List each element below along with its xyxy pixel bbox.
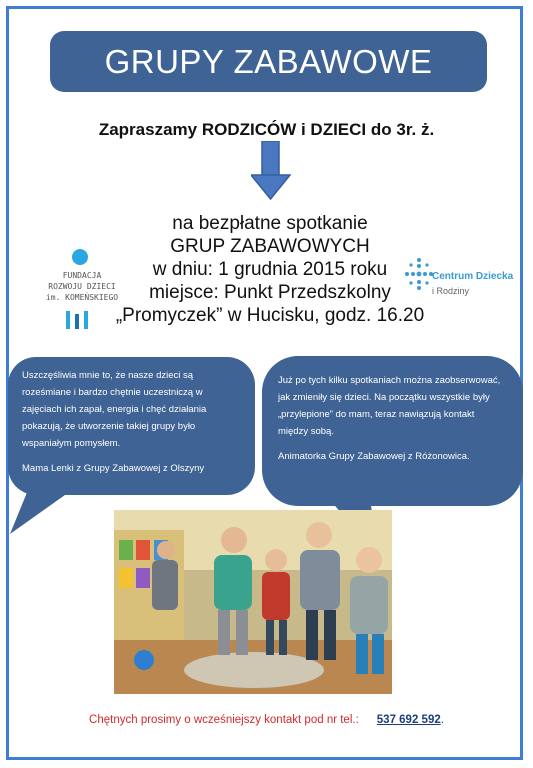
details-place: miejsce: Punkt Przedszkolny <box>149 282 391 303</box>
details-line: GRUP ZABAWOWYCH <box>170 236 370 257</box>
logo-right-line: i Rodziny <box>432 286 470 296</box>
details-line: na bezpłatne spotkanie <box>172 213 368 234</box>
phone-number-link[interactable]: 537 692 592 <box>376 714 441 726</box>
speech-tail-left <box>10 490 80 536</box>
logo-left-line: FUNDACJA <box>62 271 102 280</box>
fundacja-logo <box>42 248 122 338</box>
centrum-logo <box>402 256 528 304</box>
quote-author: Animatorka Grupy Zabawowej z Różonowica. <box>278 451 470 462</box>
star-cluster-icon <box>402 256 436 294</box>
quote-author: Mama Lenki z Grupy Zabawowej z Olszyny <box>22 463 205 474</box>
children-playing-photo <box>114 510 392 694</box>
logo-right-line: Centrum Dziecka <box>432 271 514 282</box>
contact-suffix: . <box>440 714 444 726</box>
logo-left-line: im. KOMEŃSKIEGO <box>45 293 119 302</box>
down-arrow-icon <box>251 141 291 201</box>
details-date: w dniu: 1 grudnia 2015 roku <box>152 259 388 280</box>
details-venue-time: „Promyczek” w Hucisku, godz. 16.20 <box>115 305 425 326</box>
invitation-line: Zapraszamy RODZICÓW i DZIECI do 3r. ż. <box>98 120 435 139</box>
quote-bubble-right <box>262 356 523 506</box>
page-title: GRUPY ZABAWOWE <box>104 42 433 80</box>
quote-text: Już po tych kilku spotkaniach można zaobserwować, jak zmieniły się dzieci. Na początku wszystkie były „przylepione” do mam, teraz nawiązują kontakt między sobą. <box>278 375 501 437</box>
meeting-details <box>115 212 425 327</box>
contact-line <box>0 714 533 726</box>
logo-left-line: ROZWOJU DZIECI <box>48 282 116 291</box>
quote-text: Uszczęśliwia mnie to, że nasze dzieci są roześmiane i bardzo chętnie uczestniczą w zajęciach ich zapał, energia i chęć działania pokazują, że utworzenie takiej grupy było wspaniałym pomysłem. <box>22 370 207 449</box>
quote-bubble-left <box>8 357 255 495</box>
title-banner <box>50 31 487 92</box>
contact-text: Chętnych prosimy o wcześniejszy kontakt pod nr tel.: <box>89 714 359 726</box>
